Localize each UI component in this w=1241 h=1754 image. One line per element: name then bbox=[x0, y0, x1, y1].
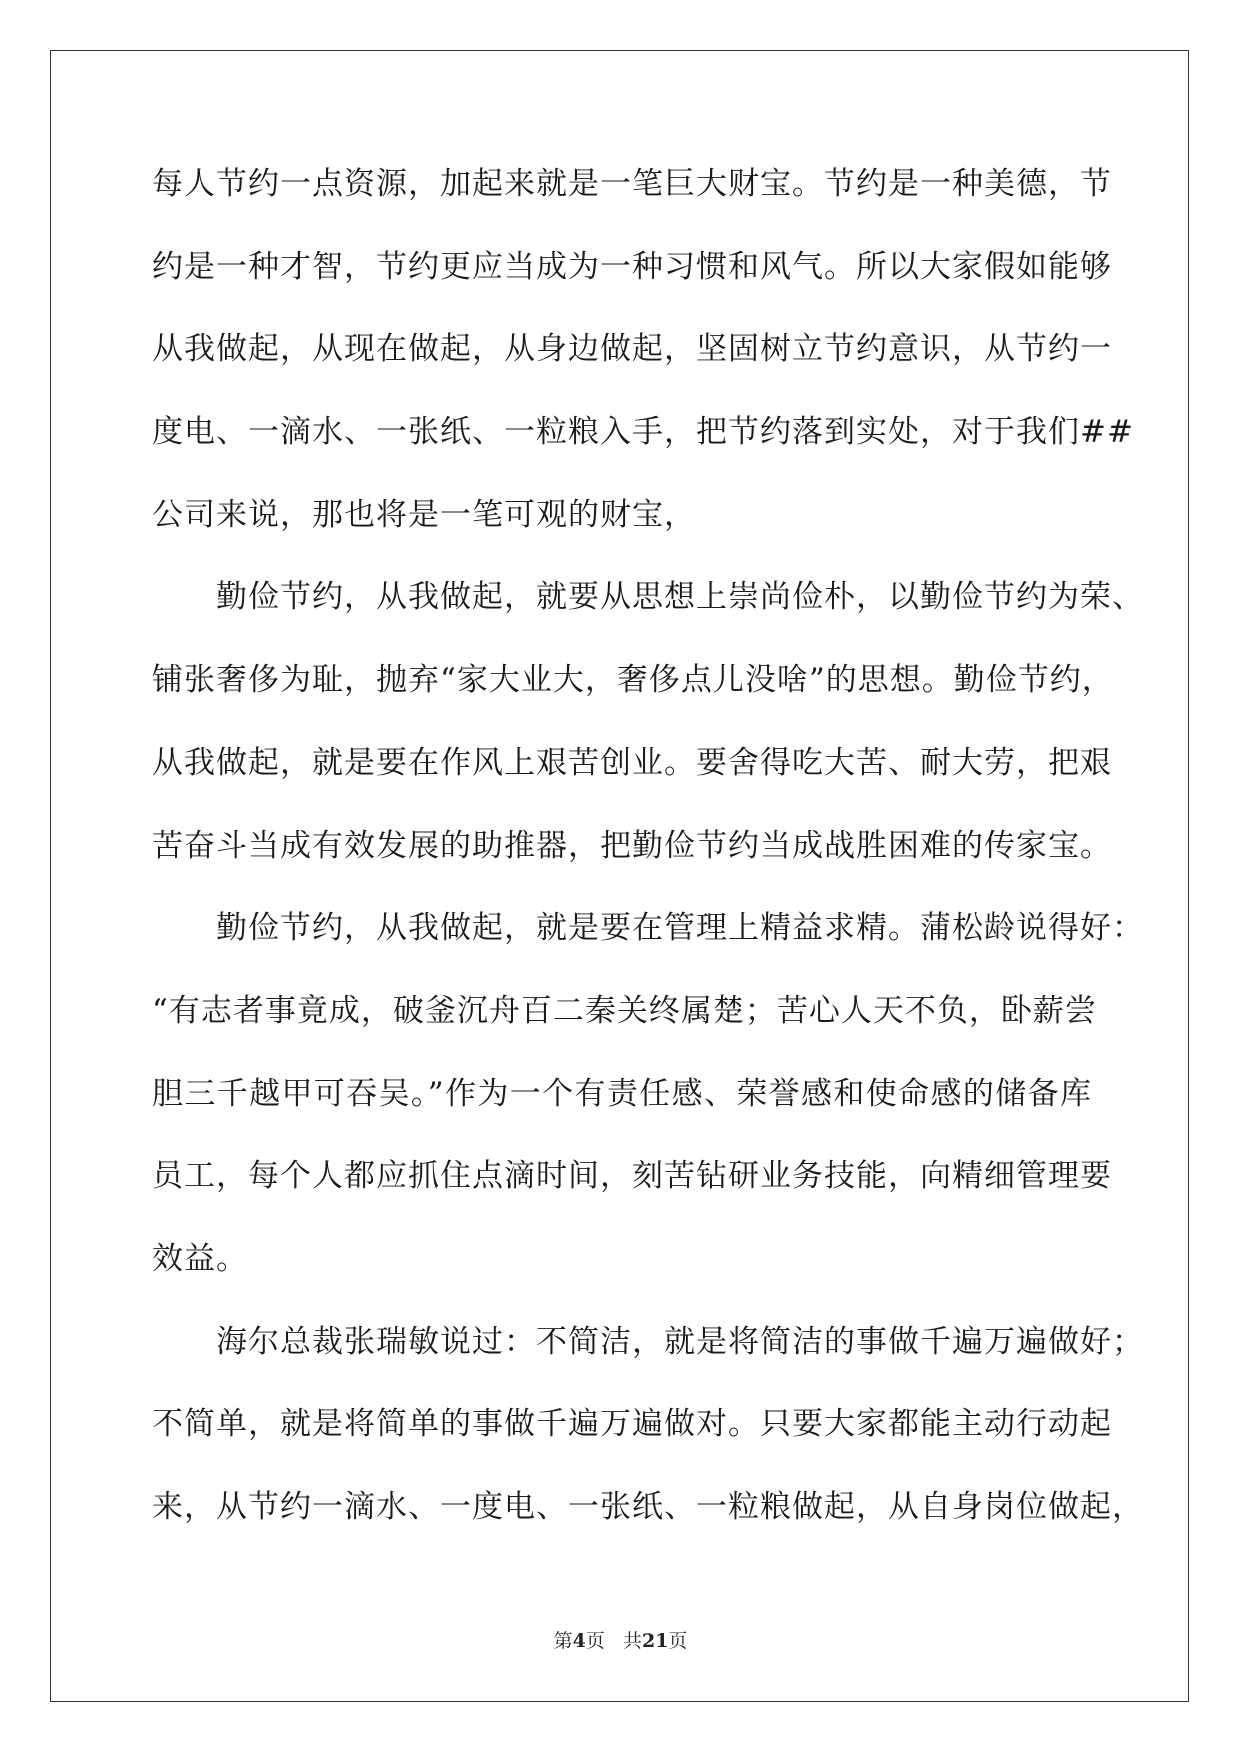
text-line: 每人节约一点资源，加起来就是一笔巨大财宝。节约是一种美德，节 bbox=[152, 166, 1112, 202]
text-line: 铺张奢侈为耻，抛弃“家大业大，奢侈点儿没啥”的思想。勤俭节约， bbox=[152, 662, 1114, 699]
footer-total-suffix: 页 bbox=[668, 1630, 688, 1652]
footer-prefix: 第 bbox=[553, 1630, 573, 1652]
text-line: 效益。 bbox=[152, 1240, 248, 1277]
footer-total-prefix: 共 bbox=[622, 1630, 642, 1652]
text-line: 公司来说，那也将是一笔可观的财宝， bbox=[152, 496, 696, 533]
footer-page-suffix: 页 bbox=[585, 1630, 605, 1652]
text-line: 胆三千越甲可吞吴。”作为一个有责任感、荣誉感和使命感的储备库 bbox=[152, 1075, 1092, 1112]
text-line: 从我做起，从现在做起，从身边做起，坚固树立节约意识，从节约一 bbox=[152, 331, 1112, 368]
text-line: 度电、一滴水、一张纸、一粒粮入手，把节约落到实处，对于我们## bbox=[152, 414, 1134, 451]
text-line: 勤俭节约，从我做起，就要从思想上崇尚俭朴，以勤俭节约为荣、 bbox=[216, 579, 1144, 616]
text-line: 不简单，就是将简单的事做千遍万遍做对。只要大家都能主动行动起 bbox=[152, 1406, 1112, 1443]
current-page-number: 4 bbox=[572, 1630, 586, 1652]
text-line: 勤俭节约，从我做起，就是要在管理上精益求精。蒲松龄说得好： bbox=[216, 910, 1144, 947]
text-line: “有志者事竟成，破釜沉舟百二秦关终属楚；苦心人天不负，卧薪尝 bbox=[152, 992, 1097, 1029]
text-line: 员工，每个人都应抓住点滴时间，刻苦钻研业务技能，向精细管理要 bbox=[152, 1158, 1112, 1195]
text-line: 从我做起，就是要在作风上艰苦创业。要舍得吃大苦、耐大劳，把艰 bbox=[152, 744, 1112, 781]
text-line: 约是一种才智，节约更应当成为一种习惯和风气。所以大家假如能够 bbox=[152, 248, 1112, 285]
text-line: 苦奋斗当成有效发展的助推器，把勤俭节约当成战胜困难的传家宝。 bbox=[152, 827, 1112, 864]
document-body bbox=[152, 160, 1144, 1566]
page-footer bbox=[0, 1626, 1241, 1653]
text-line: 来，从节约一滴水、一度电、一张纸、一粒粮做起，从自身岗位做起， bbox=[152, 1489, 1144, 1525]
text-line: 海尔总裁张瑞敏说过：不简洁，就是将简洁的事做千遍万遍做好； bbox=[216, 1323, 1144, 1360]
total-pages-number: 21 bbox=[641, 1630, 669, 1652]
